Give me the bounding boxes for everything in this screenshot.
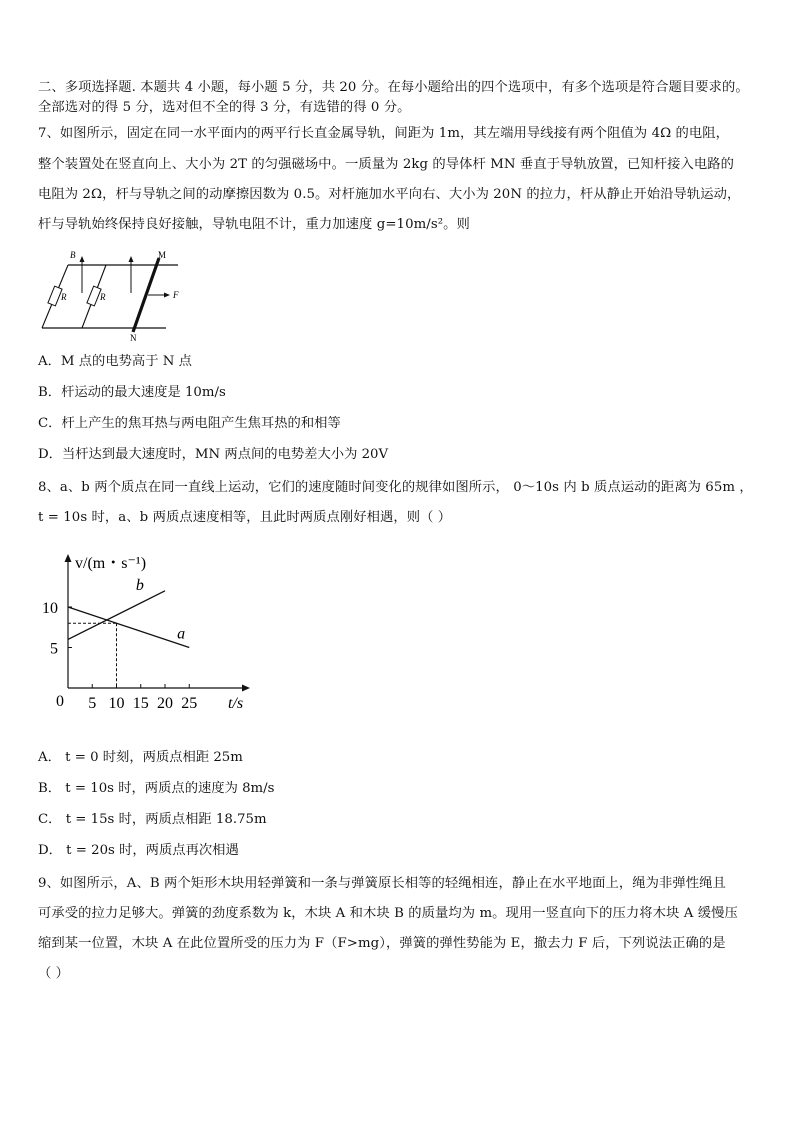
resistor-2-label: R — [100, 292, 106, 302]
chart-x-tick-label: 5 — [88, 695, 97, 712]
chart-x-tick-label: 15 — [132, 695, 149, 712]
chart-series-line-b — [68, 591, 165, 640]
chart-y-axis-label: v/(m・s⁻¹) — [75, 555, 147, 572]
field-label-b: B — [70, 250, 76, 260]
q8-option-c: C． t = 15s 时，两质点相距 18.75m — [38, 812, 267, 827]
q7-rail-figure — [38, 248, 188, 343]
q8-option-b: B． t = 10s 时，两质点的速度为 8m/s — [38, 781, 275, 796]
resistor-2-icon — [87, 286, 101, 306]
chart-series-label-a: a — [177, 625, 186, 643]
q8-velocity-time-chart — [38, 542, 268, 722]
section-header-line-2: 全部选对的得 5 分，选对但不全的得 3 分，有选错的得 0 分。 — [38, 100, 411, 115]
q9-stem-line-1: 9、如图所示，A、B 两个矩形木块用轻弹簧和一条与弹簧原长相等的轻绳相连，静止在水平地面上，绳为非弹性绳且 — [38, 876, 726, 891]
chart-y-tick-label: 10 — [42, 600, 58, 617]
resistor-1-icon — [48, 286, 62, 306]
chart-x-tick-label: 10 — [108, 695, 125, 712]
q9-stem-line-2: 可承受的拉力足够大。弹簧的劲度系数为 k，木块 A 和木块 B 的质量均为 m。现用一竖直向下的压力将木块 A 缓慢压 — [38, 906, 738, 921]
q7-option-d: D．当杆达到最大速度时，MN 两点间的电势差大小为 20V — [38, 447, 389, 462]
section-header-line-1: 二、多项选择题. 本题共 4 小题，每小题 5 分，共 20 分。在每小题给出的四个选项中，有多个选项是符合题目要求的。 — [38, 80, 749, 95]
field-arrow-2-head — [129, 256, 134, 262]
chart-series-line-a — [68, 607, 189, 648]
chart-series-label-b: b — [135, 576, 144, 594]
q9-stem-line-3: 缩到某一位置，木块 A 在此位置所受的压力为 F（F>mg），弹簧的弹性势能为 E，撤去力 F 后，下列说法正确的是 — [38, 936, 726, 951]
chart-x-tick-label: 25 — [181, 695, 198, 712]
q8-option-d: D． t = 20s 时，两质点再次相遇 — [38, 843, 239, 858]
chart-y-tick-label: 5 — [50, 640, 58, 658]
force-label-f: F — [173, 290, 179, 300]
resistor-1-label: R — [61, 292, 67, 302]
rod-label-n: N — [130, 333, 137, 343]
q7-option-a: A．M 点的电势高于 N 点 — [38, 354, 192, 369]
chart-x-tick-label: 20 — [157, 695, 173, 712]
q7-stem-line-3: 电阻为 2Ω，杆与导轨之间的动摩擦因数为 0.5。对杆施加水平向右、大小为 20N 的拉力，杆从静止开始沿导轨运动， — [38, 187, 741, 202]
force-arrow-head — [164, 293, 170, 298]
q8-stem-line-2: t = 10s 时，a、b 两质点速度相等，且此时两质点刚好相遇，则（ ） — [38, 510, 452, 525]
q7-stem-line-4: 杆与导轨始终保持良好接触，导轨电阻不计，重力加速度 g=10m/s²。则 — [38, 217, 470, 232]
chart-x-axis-arrow — [242, 685, 250, 692]
chart-y-axis-arrow — [65, 554, 72, 562]
q7-stem-line-1: 7、如图所示，固定在同一水平面内的两平行长直金属导轨，间距为 1m，其左端用导线接有两个阻值为 4Ω 的电阻， — [38, 126, 730, 141]
q7-option-c: C．杆上产生的焦耳热与两电阻产生焦耳热的和相等 — [38, 416, 341, 431]
field-arrow-1-head — [80, 256, 85, 262]
rod-label-m: M — [158, 250, 167, 260]
q7-stem-line-2: 整个装置处在竖直向上、大小为 2T 的匀强磁场中。一质量为 2kg 的导体杆 MN 垂直于导轨放置，已知杆接入电路的 — [38, 157, 734, 172]
q8-stem-line-1: 8、a、b 两个质点在同一直线上运动，它们的速度随时间变化的规律如图所示， 0～10s 内 b 质点运动的距离为 65m ， — [38, 480, 753, 495]
q7-option-b: B．杆运动的最大速度是 10m/s — [38, 385, 226, 400]
q9-stem-line-4: （ ） — [38, 966, 70, 981]
q8-option-a: A． t = 0 时刻，两质点相距 25m — [38, 750, 243, 765]
chart-origin-label: 0 — [56, 693, 64, 710]
chart-x-axis-label: t/s — [228, 695, 244, 712]
